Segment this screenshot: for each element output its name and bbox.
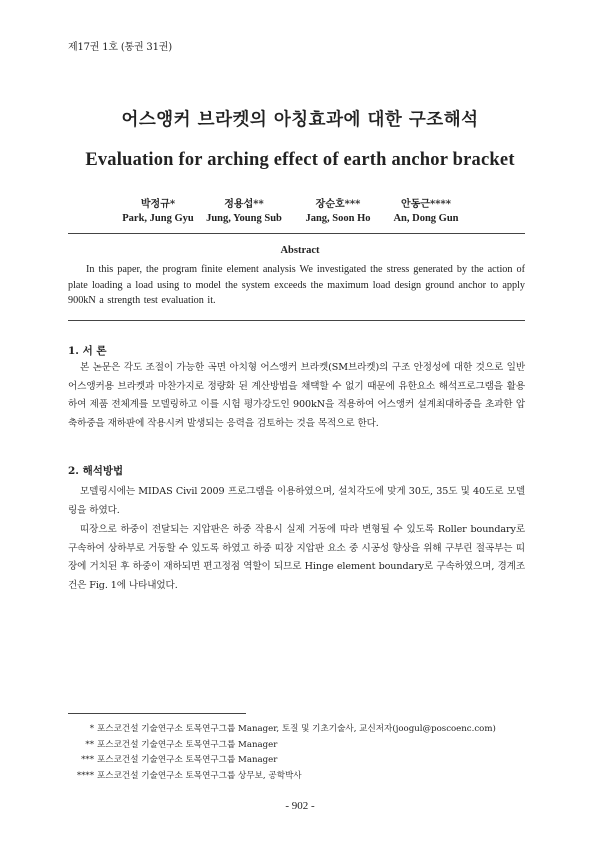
- author-name-korean: 안동근****: [401, 199, 451, 210]
- journal-issue: 제17권 1호 (통권 31권): [68, 42, 172, 53]
- page-number: - 902 -: [285, 800, 315, 812]
- footnote-mark: ****: [76, 770, 94, 781]
- footnote: [68, 722, 538, 738]
- abstract-divider: [68, 320, 525, 321]
- footnotes: [68, 722, 538, 784]
- author-name-english: An, Dong Gun: [393, 213, 459, 224]
- abstract-heading: Abstract: [280, 245, 320, 256]
- footnote: [68, 738, 538, 754]
- title-english: Evaluation for arching effect of earth anchor bracket: [85, 150, 515, 170]
- header-divider: [68, 233, 525, 234]
- footnote: [68, 769, 538, 785]
- author-name-korean: 박정규*: [140, 199, 176, 210]
- section-2-paragraph-2: 띠장으로 하중이 전달되는 지압판은 하중 작용시 실제 거동에 따라 변형될 수 있도록 Roller boundary로 구속하여 상하부로 거동할 수 있도록 하였고 하중 띠장 지압판 요소 중 시공성 향상을 위해 구부린 절곡부는 띠장에 거치된 후 하중이 재하되면 편고정점 역할이 되므로 Hinge element boundary로 구속하였으며, 경계조건은 Fig. 1에 나타내었다.: [68, 524, 525, 591]
- section-2-heading: 2. 해석방법: [68, 465, 124, 477]
- footnote-text: 포스코건설 기술연구소 토목연구그룹 Manager, 토질 및 기초기술사, 교신저자(joogul@poscoenc.com): [97, 724, 496, 734]
- author-name-english: Jang, Soon Ho: [305, 213, 371, 224]
- section-1-heading: 1. 서 론: [68, 345, 107, 357]
- abstract-text: In this paper, the program finite element analysis We investigated the stress generated by the action of plate loading a load using to model the system exceeds the maximum load design ground anchor to apply 900kN a strength test evaluation it.: [68, 264, 525, 306]
- author-name-english: Park, Jung Gyu: [122, 213, 194, 224]
- author-name-korean: 장순호***: [315, 199, 361, 210]
- footnote-mark: *: [89, 724, 94, 734]
- footnote-mark: ***: [81, 755, 94, 765]
- title-korean: 어스앵커 브라켓의 아칭효과에 대한 구조해석: [121, 110, 479, 130]
- footnote-text: 포스코건설 기술연구소 토목연구그룹 상무보, 공학박사: [97, 770, 302, 781]
- footnote-mark: **: [85, 739, 94, 750]
- section-2-paragraph-1: 모델링시에는 MIDAS Civil 2009 프로그램을 이용하였으며, 설치각도에 맞게 30도, 35도 및 40도로 모델링을 하였다.: [68, 486, 525, 516]
- footnote-text: 포스코건설 기술연구소 토목연구그룹 Manager: [97, 739, 278, 750]
- footnote-divider: [68, 713, 246, 714]
- footnote: [68, 753, 538, 769]
- author-4: [371, 195, 481, 224]
- author-name-english: Jung, Young Sub: [206, 213, 282, 224]
- footnote-text: 포스코건설 기술연구소 토목연구그룹 Manager: [97, 755, 278, 765]
- section-1-paragraph: 본 논문은 각도 조절이 가능한 곡면 아치형 어스앵커 브라켓(SM브라켓)의 구조 안정성에 대한 것으로 일반 어스앵커용 브라켓과 마찬가지로 정량화 된 계산방법을 채택할 수 없기 때문에 유한요소 해석프로그램을 활용하여 제품 전체계를 모델링하고 이를 시험 평가강도인 900kN을 적용하여 어스앵커 설계최대하중을 초과한 압축하중을 재하판에 작용시켜 발생되는 응력을 검토하는 것을 목적으로 한다.: [68, 362, 525, 429]
- author-name-korean: 정용섭**: [224, 199, 264, 210]
